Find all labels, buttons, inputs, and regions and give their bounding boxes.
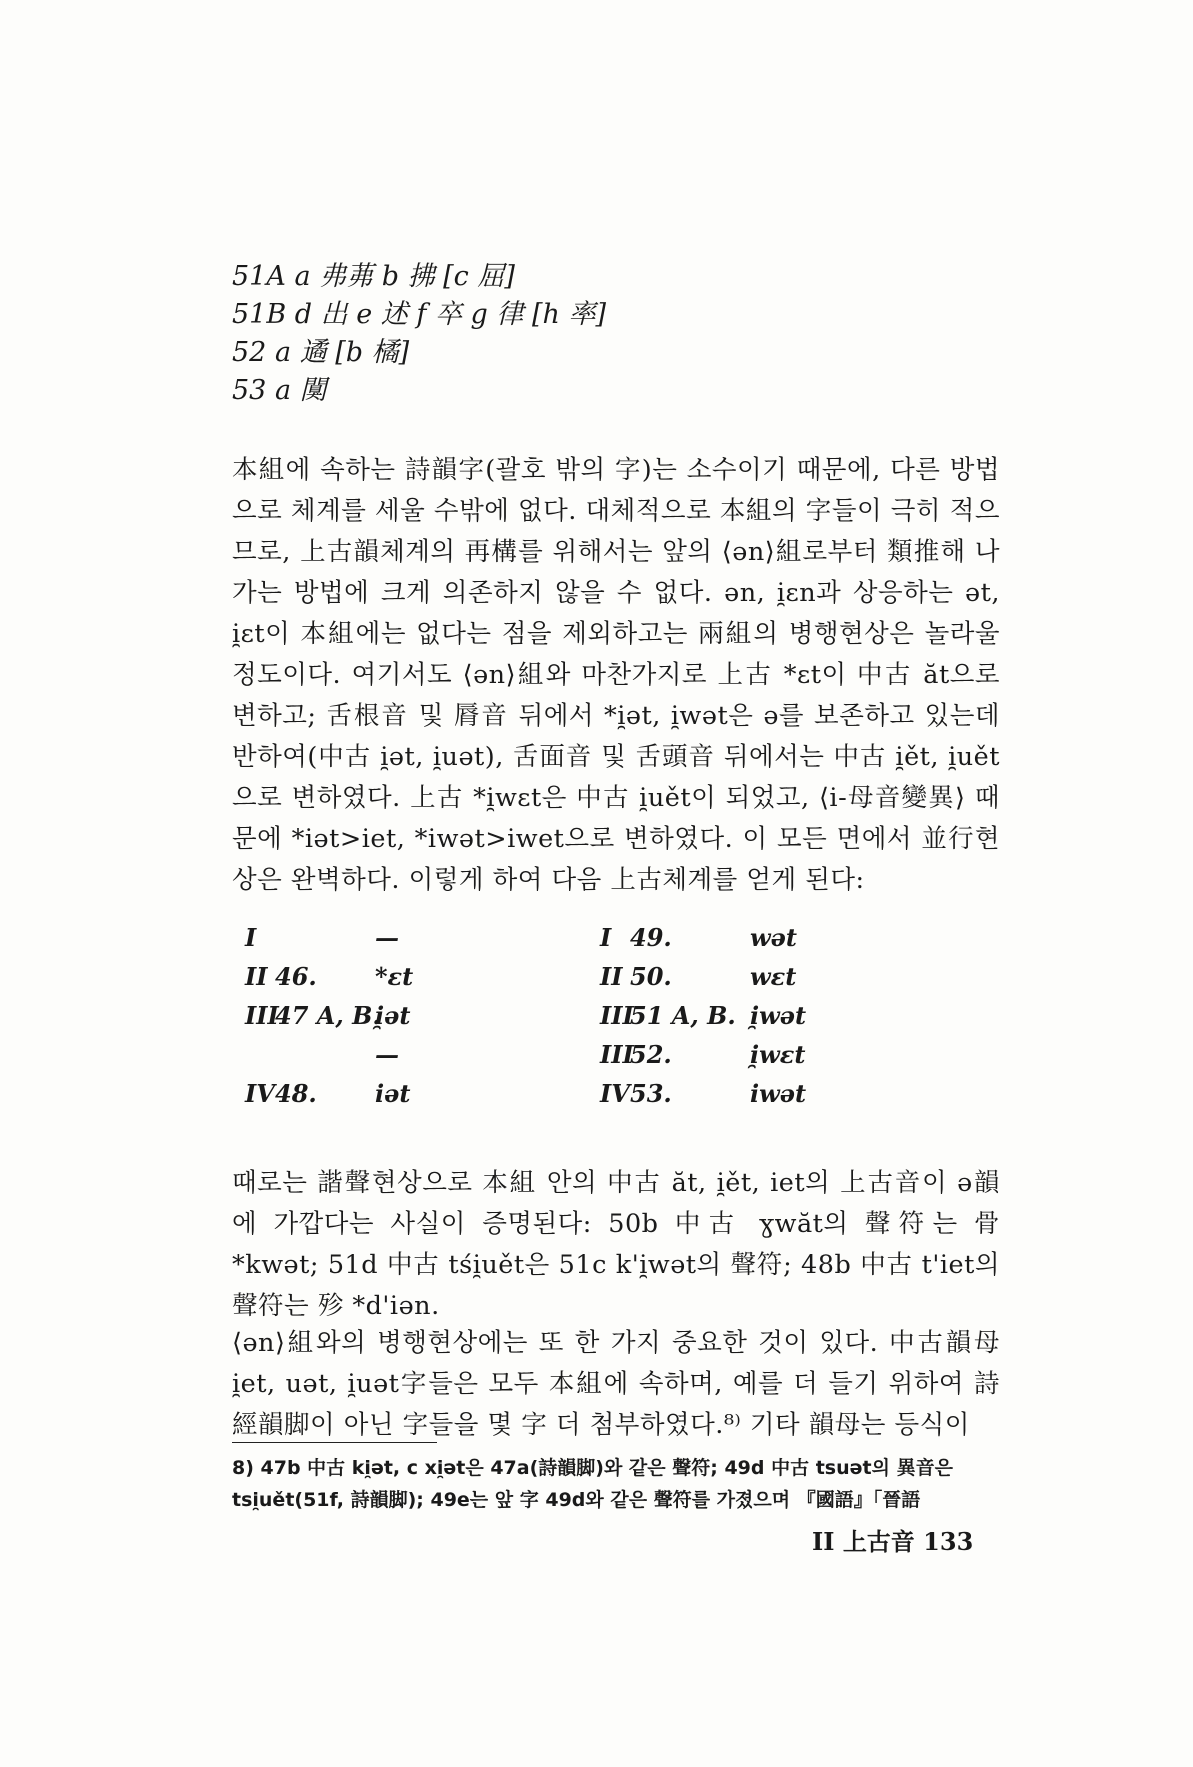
table-cell: III	[245, 1001, 279, 1030]
character-list	[232, 258, 606, 410]
table-cell: —	[375, 1040, 399, 1069]
table-cell: 48.	[275, 1079, 317, 1108]
chapter-number: II	[812, 1527, 835, 1556]
table-cell: II	[245, 962, 268, 991]
table-cell: wət	[750, 923, 798, 952]
footnote-divider	[232, 1442, 437, 1443]
char-list-row: 51B d 出 e 述 f 卒 g 律 [h 率]	[232, 299, 607, 330]
table-cell: 49.	[630, 923, 672, 952]
table-cell: 51 A, B.	[630, 1001, 736, 1030]
paragraph-1: 本組에 속하는 詩韻字(괄호 밖의 字)는 소수이기 때문에, 다른 방법으로 체계를 세울 수밖에 없다. 대체적으로 本組의 字들이 극히 적으므로, 上古韻체계의 再構를 위해서는 앞의 ⟨ən⟩組로부터 類推해 나가는 방법에 크게 의존하지 않을 수 없다. ən, i̯ɛn과 상응하는 ət, i̯ɛt이 本組에는 없다는 점을 제외하고는 兩組의 병행현상은 놀라울 정도이다. 여기서도 ⟨ən⟩組와 마찬가지로 上古 *ɛt이 中古 ăt으로 변하고; 舌根音 및 脣音 뒤에서 *i̯ət, i̯wət은 ə를 보존하고 있는데 반하여(中古 i̯ət, i̯uət), 舌面音 및 舌頭音 뒤에서는 中古 i̯ět, i̯uět으로 변하였다. 上古 *i̯wɛt은 中古 i̯uět이 되었고, ⟨i-母音變異⟩ 때문에 *iət>iet, *iwət>iwet으로 변하였다. 이 모든 면에서 並行현상은 완벽하다. 이렇게 하여 다음 上古체계를 얻게 된다:	[232, 455, 1000, 895]
table-cell: III	[600, 1040, 634, 1069]
table-cell: 52.	[630, 1040, 672, 1069]
table-cell: i̯ət	[375, 1001, 411, 1030]
char-list-row: 51A a 弗茀 b 拂 [c 屈]	[232, 261, 515, 292]
table-cell: i̯wət	[750, 1001, 807, 1030]
table-cell: 53.	[630, 1079, 672, 1108]
char-list-row: 53 a 闃	[232, 375, 327, 406]
table-cell: I	[600, 923, 612, 952]
table-cell: 47 A, B.	[275, 1001, 381, 1030]
table-cell: —	[375, 923, 399, 952]
table-cell: IV	[245, 1079, 275, 1108]
page-footer	[812, 1522, 973, 1557]
section-title: 上古音	[842, 1527, 915, 1556]
paragraph-3: ⟨ən⟩組와의 병행현상에는 또 한 가지 중요한 것이 있다. 中古韻母 i̯et, uət, i̯uət字들은 모두 本組에 속하며, 예를 더 들기 위하여 詩經韻脚이 아닌 字들을 몇 字 더 첨부하였다.⁸⁾ 기타 韻母는 등식이	[232, 1328, 1000, 1440]
char-list-row: 52 a 遹 [b 橘]	[232, 337, 410, 368]
table-cell: II	[600, 962, 623, 991]
table-cell: iwət	[750, 1079, 807, 1108]
table-cell: I	[245, 923, 257, 952]
table-cell: IV	[600, 1079, 630, 1108]
table-cell: i̯wɛt	[750, 1040, 806, 1069]
table-cell: III	[600, 1001, 634, 1030]
table-cell: 46.	[275, 962, 317, 991]
table-cell: iət	[375, 1079, 411, 1108]
paragraph-2: 때로는 諧聲현상으로 本組 안의 中古 ăt, i̯ět, iet의 上古音이 ə韻에 가깝다는 사실이 증명된다: 50b 中古 ɣwăt의 聲符는 骨 *kwət; 51d 中古 tśi̯uět은 51c k'i̯wət의 聲符; 48b 中古 t'iet의 聲符는 殄 *d'iən.	[232, 1168, 1000, 1321]
page-number: 133	[923, 1527, 974, 1556]
footnote: 8) 47b 中古 ki̯ət, c xi̯ət은 47a(詩韻脚)와 같은 聲符; 49d 中古 tsuət의 異音은 tsi̯uět(51f, 詩韻脚); 49e는 앞 字 49d와 같은 聲符를 가졌으며 『國語』「晉語	[232, 1457, 953, 1511]
table-cell: 50.	[630, 962, 672, 991]
table-cell: *ɛt	[375, 962, 414, 991]
table-cell: wɛt	[750, 962, 797, 991]
